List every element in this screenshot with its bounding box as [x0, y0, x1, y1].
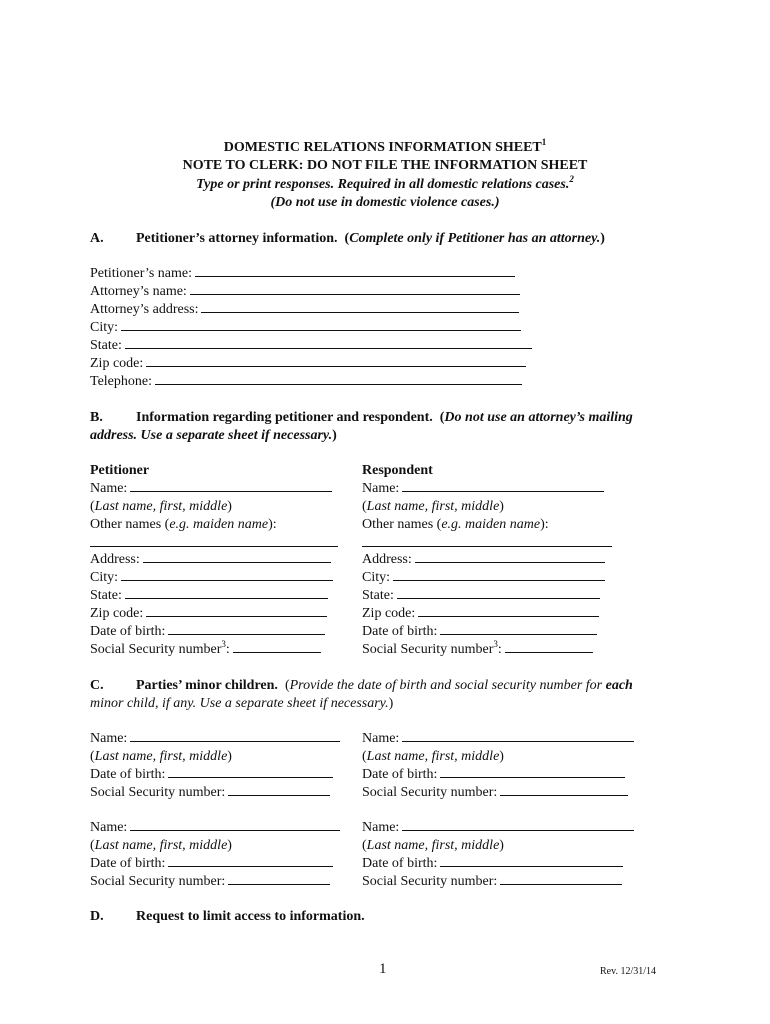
child-4-name-format: (Last name, first, middle) — [362, 838, 504, 853]
revision-date: Rev. 12/31/14 — [600, 966, 657, 977]
section-a-heading: A. Petitioner’s attorney information. (Complete only if Petitioner has an attorney.) — [90, 231, 605, 246]
attorney-city-field[interactable]: City: — [90, 319, 521, 337]
petitioner-name-field[interactable]: Name: — [90, 480, 332, 498]
petitioner-other-names: Other names (e.g. maiden name): — [90, 517, 277, 532]
attorney-name-field[interactable]: Attorney’s name: — [90, 283, 520, 301]
respondent-other-names-line[interactable] — [362, 546, 612, 547]
petitioner-other-names-line[interactable] — [90, 546, 338, 547]
child-3-dob-field[interactable]: Date of birth: — [90, 855, 333, 873]
child-2-name-field[interactable]: Name: — [362, 730, 634, 748]
child-2-ssn-field[interactable]: Social Security number: — [362, 784, 628, 802]
child-3-ssn-field[interactable]: Social Security number: — [90, 873, 330, 891]
respondent-heading: Respondent — [362, 463, 433, 478]
form-title: DOMESTIC RELATIONS INFORMATION SHEET$^1$ — [223, 137, 547, 155]
child-4-dob-field[interactable]: Date of birth: — [362, 855, 623, 873]
attorney-state-field[interactable]: State: — [90, 337, 532, 355]
petitioner-dob-field[interactable]: Date of birth: — [90, 623, 325, 641]
child-3-name-field[interactable]: Name: — [90, 819, 340, 837]
petitioner-city-field[interactable]: City: — [90, 569, 333, 587]
attorney-address-field[interactable]: Attorney’s address: — [90, 301, 519, 319]
attorney-telephone-field[interactable]: Telephone: — [90, 373, 522, 391]
respondent-address-field[interactable]: Address: — [362, 551, 605, 569]
child-1-name-format: (Last name, first, middle) — [90, 749, 232, 764]
section-b-heading: B. Information regarding petitioner and respondent. (Do not use an attorney’s mailing — [90, 410, 633, 425]
attorney-zip-field[interactable]: Zip code: — [90, 355, 526, 373]
petitioner-address-field[interactable]: Address: — [90, 551, 331, 569]
footnote-3: 3 — [221, 639, 226, 649]
respondent-name-field[interactable]: Name: — [362, 480, 604, 498]
instructions-dv: (Do not use in domestic violence cases.) — [270, 195, 500, 210]
respondent-name-format: (Last name, first, middle) — [362, 499, 504, 514]
petitioner-name-field[interactable]: Petitioner’s name: — [90, 265, 515, 283]
respondent-state-field[interactable]: State: — [362, 587, 600, 605]
respondent-city-field[interactable]: City: — [362, 569, 605, 587]
child-1-name-field[interactable]: Name: — [90, 730, 340, 748]
section-b-note: address. Use a separate sheet if necessary.) — [90, 428, 337, 443]
petitioner-heading: Petitioner — [90, 463, 150, 478]
child-2-dob-field[interactable]: Date of birth: — [362, 766, 625, 784]
respondent-dob-field[interactable]: Date of birth: — [362, 623, 597, 641]
petitioner-state-field[interactable]: State: — [90, 587, 328, 605]
child-4-ssn-field[interactable]: Social Security number: — [362, 873, 622, 891]
petitioner-ssn-field[interactable]: Social Security number$^3$: — [90, 641, 321, 659]
footnote-3: 3 — [493, 639, 498, 649]
clerk-note: NOTE TO CLERK: DO NOT FILE THE INFORMATION SHEET — [182, 158, 588, 173]
instructions: Type or print responses. Required in all domestic relations cases.$^2$ — [196, 174, 574, 192]
respondent-zip-field[interactable]: Zip code: — [362, 605, 599, 623]
respondent-other-names: Other names (e.g. maiden name): — [362, 517, 549, 532]
child-4-name-field[interactable]: Name: — [362, 819, 634, 837]
child-3-name-format: (Last name, first, middle) — [90, 838, 232, 853]
petitioner-zip-field[interactable]: Zip code: — [90, 605, 327, 623]
child-1-ssn-field[interactable]: Social Security number: — [90, 784, 330, 802]
section-d-heading: D. Request to limit access to information. — [90, 909, 365, 924]
page-number: 1 — [379, 961, 387, 977]
footnote-2: 2 — [569, 174, 574, 184]
respondent-ssn-field[interactable]: Social Security number$^3$: — [362, 641, 593, 659]
section-c-heading: C. Parties’ minor children. (Provide the date of birth and social security number for each — [90, 678, 633, 693]
child-1-dob-field[interactable]: Date of birth: — [90, 766, 333, 784]
child-2-name-format: (Last name, first, middle) — [362, 749, 504, 764]
section-c-note: minor child, if any. Use a separate sheet if necessary.) — [90, 696, 394, 711]
footnote-1: 1 — [541, 137, 547, 147]
petitioner-name-format: (Last name, first, middle) — [90, 499, 232, 514]
